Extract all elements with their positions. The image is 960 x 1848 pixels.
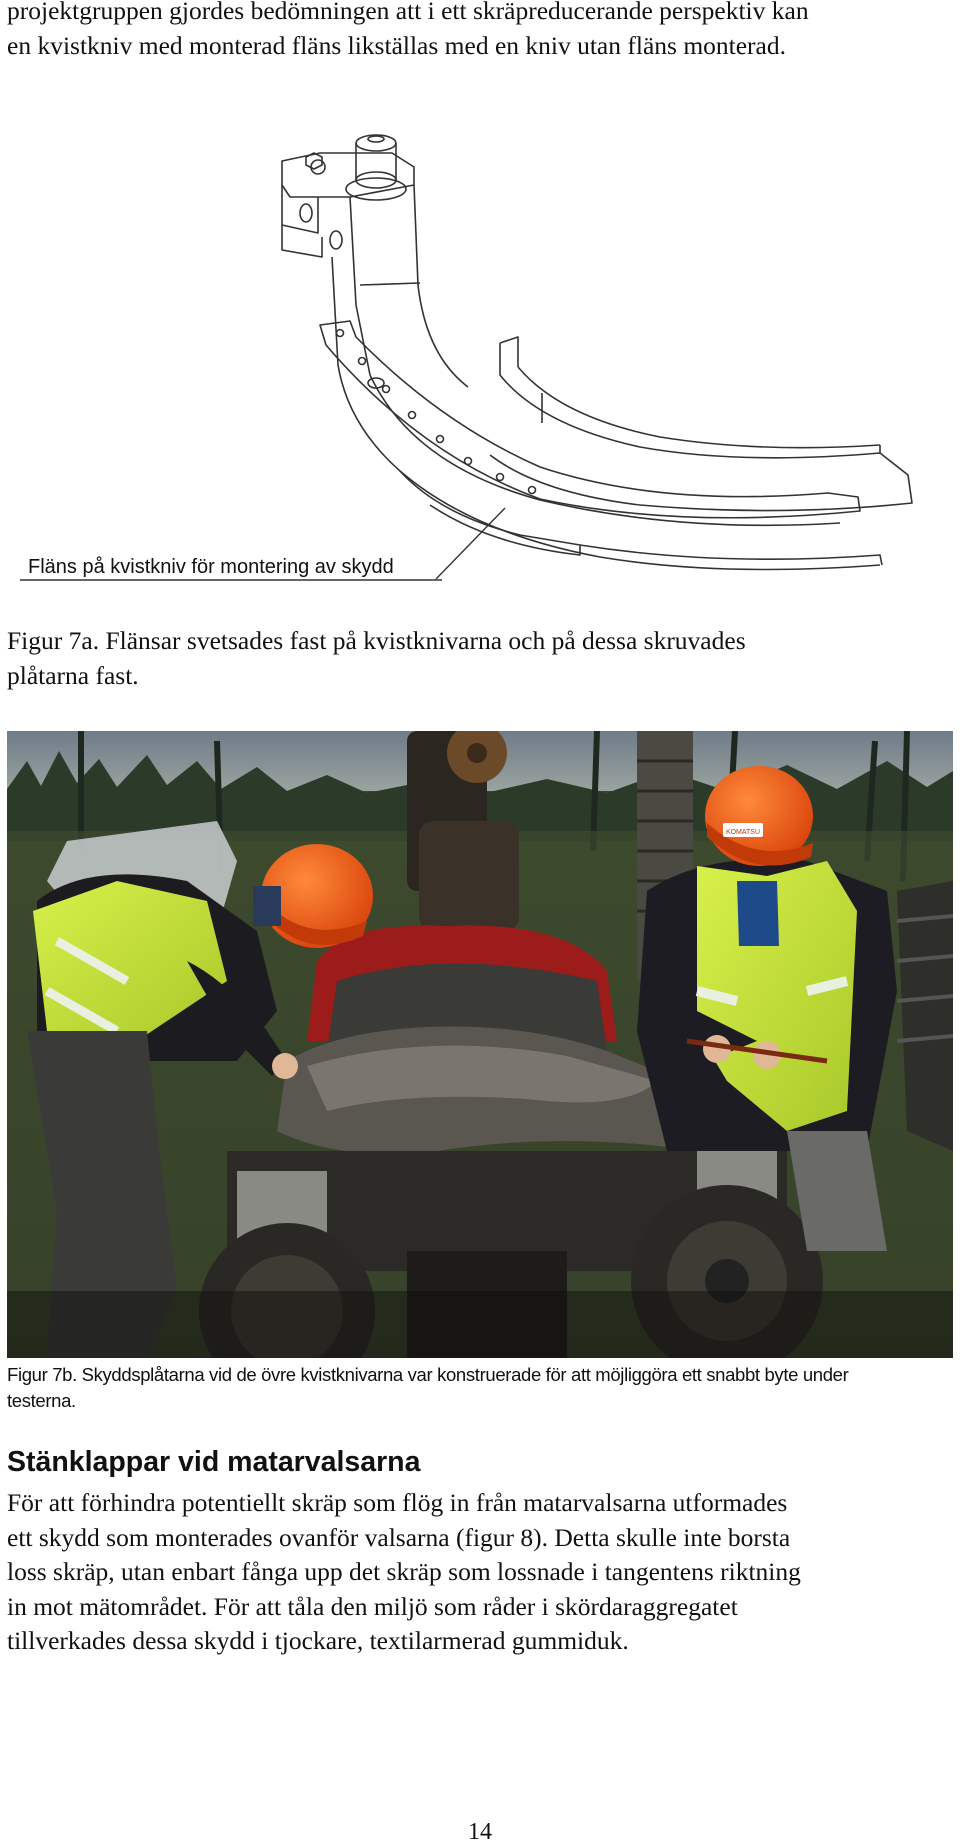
page-number: 14 xyxy=(468,1819,492,1845)
text-line: in mot mätområdet. För att tåla den miljö som råder i skördaraggregatet xyxy=(7,1591,738,1621)
flange-label: Fläns på kvistkniv för montering av skydd xyxy=(28,556,394,578)
helmet-brand: KOMATSU xyxy=(725,829,761,836)
caption-line: Figur 7a. Flänsar svetsades fast på kvistknivarna och på dessa skruvades xyxy=(7,626,746,655)
text-line: För att förhindra potentiellt skräp som flög in från matarvalsarna utformades xyxy=(7,1488,788,1517)
section-paragraph xyxy=(7,1486,947,1659)
figure-7b-photo xyxy=(7,731,953,1358)
text-line: loss skräp, utan enbart fånga upp det skräp som lossnade i tangentens riktning xyxy=(7,1557,801,1586)
text-line: projektgruppen gjordes bedömningen att i ett skräpreducerande perspektiv kan xyxy=(7,0,809,25)
caption-line: testerna. xyxy=(7,1389,76,1411)
section-heading: Stänklappar vid matarvalsarna xyxy=(7,1446,421,1478)
text-line: ett skydd som monterades ovanför valsarna (figur 8). Detta skulle inte borsta xyxy=(7,1522,791,1552)
text-line: en kvistkniv med monterad fläns likställas med en kniv utan fläns monterad. xyxy=(7,30,786,60)
figure-7a-drawing xyxy=(20,125,925,595)
figure-7b-caption xyxy=(7,1362,947,1413)
figure-7a-caption xyxy=(7,624,947,693)
caption-line: Figur 7b. Skyddsplåtarna vid de övre kvistknivarna var konstruerade för att möjliggöra ett snabbt byte under xyxy=(7,1364,849,1385)
intro-paragraph xyxy=(7,0,947,63)
caption-line: plåtarna fast. xyxy=(7,660,139,690)
text-line: tillverkades dessa skydd i tjockare, textilarmerad gummiduk. xyxy=(7,1626,629,1655)
